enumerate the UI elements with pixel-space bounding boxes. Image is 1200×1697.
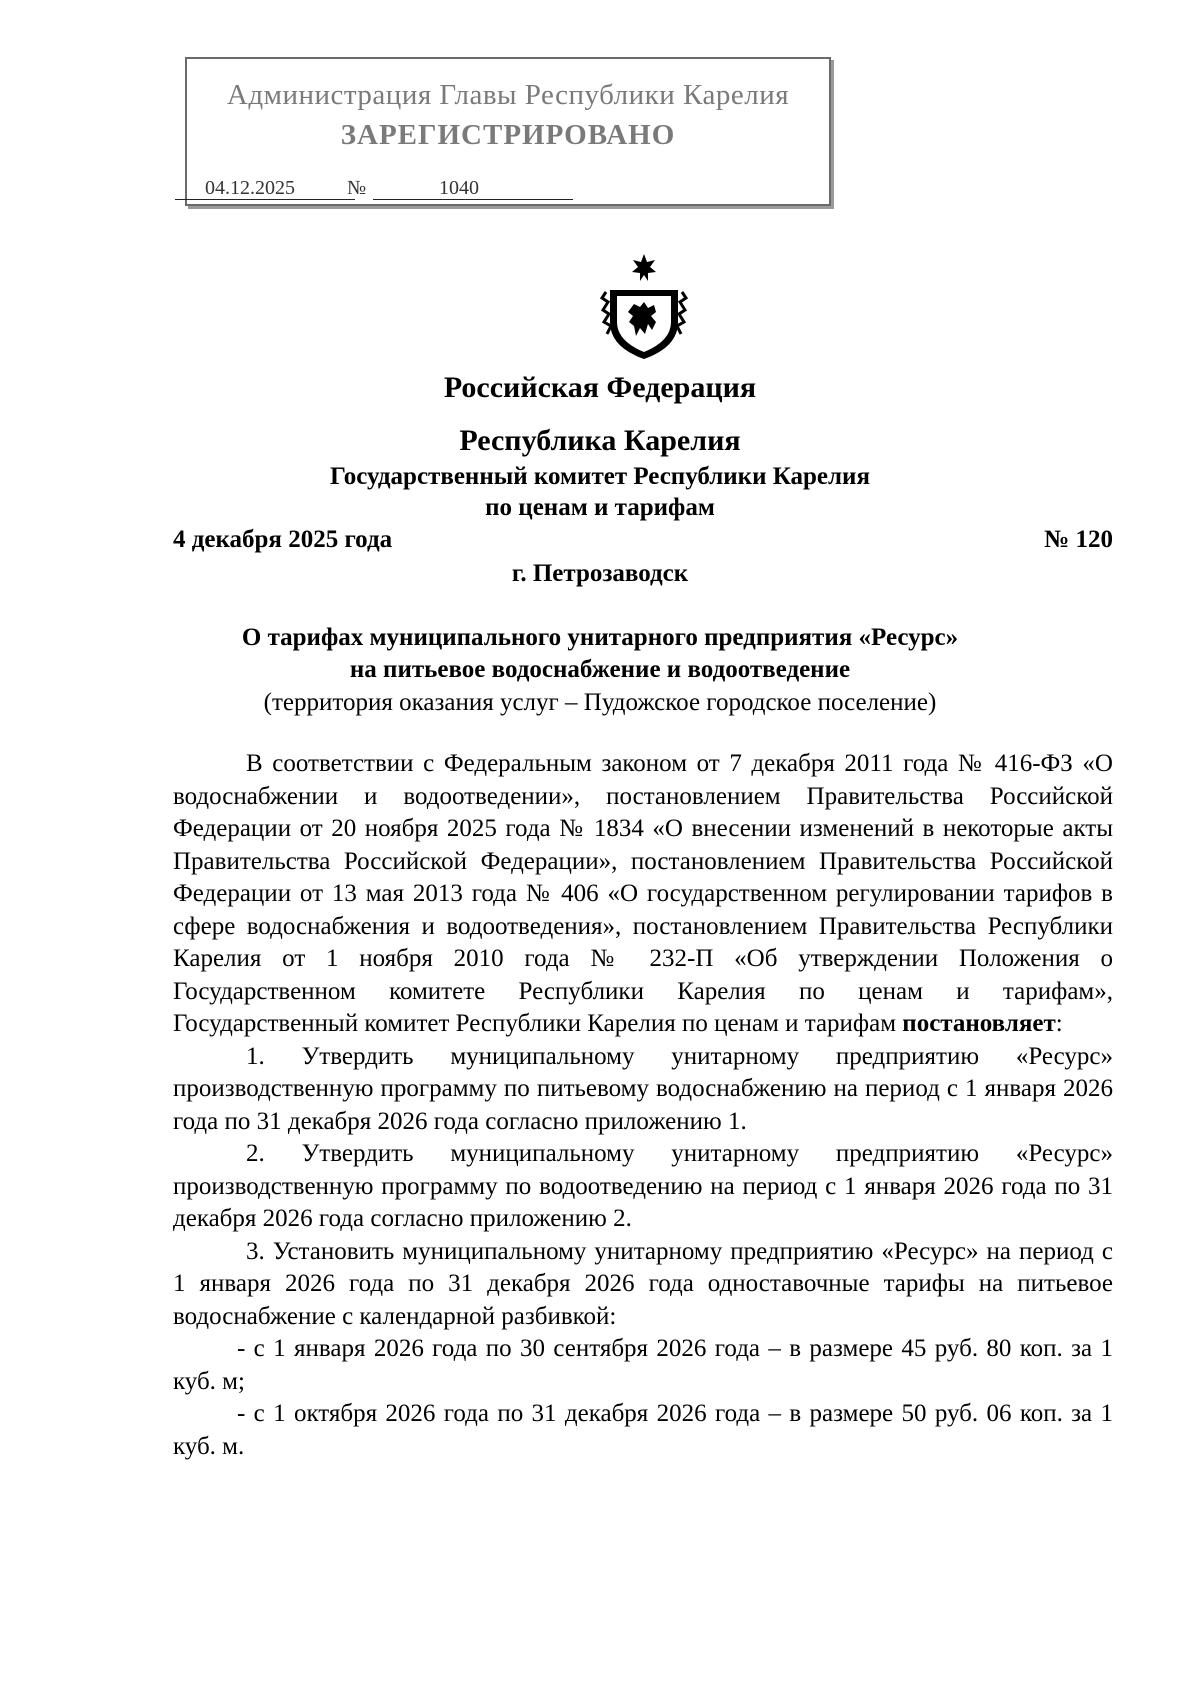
karelia-coat-of-arms-icon — [598, 252, 690, 362]
item-3: 3. Установить муниципальному унитарному предприятию «Ресурс» на период с 1 января 2026 года по 31 декабря 2026 года одноставочные тарифы на питьевое водоснабжение с календарной разбивкой: — [173, 1237, 1113, 1330]
tariff-period-1: - с 1 января 2026 года по 30 сентября 2026 года – в размере 45 руб. 80 коп. за 1 куб. м; — [173, 1335, 1113, 1395]
document-title-line1: О тарифах муниципального унитарного предприятия «Ресурс» — [241, 624, 959, 651]
committee-heading-line1: Государственный комитет Республики Карелия — [330, 463, 870, 490]
decree-word: постановляет — [902, 1010, 1056, 1037]
committee-heading-line2: по ценам и тарифам — [485, 494, 715, 521]
document-date: 4 декабря 2025 года — [173, 526, 393, 553]
tariff-period-2: - с 1 октября 2026 года по 31 декабря 2026 года – в размере 50 руб. 06 коп. за 1 куб. м. — [173, 1400, 1113, 1460]
document-title-line2: на питьевое водоснабжение и водоотведение — [349, 656, 851, 683]
republic-heading: Республика Карелия — [459, 424, 741, 457]
stamp-registration-line — [175, 171, 795, 199]
document-title-line3: (территория оказания услуг – Пудожское городское поселение) — [263, 689, 937, 716]
item-2: 2. Утвердить муниципальному унитарному предприятию «Ресурс» производственную программу по водоотведению на период с 1 января 2026 года по 31 декабря 2026 года согласно приложению 2. — [173, 1140, 1113, 1232]
stamp-number: 1040 — [439, 177, 479, 199]
item-1: 1. Утвердить муниципальному унитарному предприятию «Ресурс» производственную программу по питьевому водоснабжению на период с 1 января 2026 года по 31 декабря 2026 года согласно приложению 1. — [173, 1042, 1113, 1135]
date-number-line — [173, 526, 1113, 554]
stamp-title: Администрация Главы Республики Карелия — [226, 79, 790, 111]
document-body — [173, 748, 1113, 1463]
country-heading: Российская Федерация — [443, 371, 757, 404]
preamble-paragraph — [173, 748, 1113, 1041]
decree-colon: : — [1055, 1010, 1063, 1037]
stamp-registered-label: ЗАРЕГИСТРИРОВАНО — [340, 119, 676, 151]
document-number: № 120 — [1044, 526, 1113, 553]
stamp-date: 04.12.2025 — [205, 177, 295, 199]
registration-stamp — [185, 57, 831, 206]
preamble-text: В соответствии с Федеральным законом от 7 декабря 2011 года № 416-ФЗ «О водоснабжении и водоотведении», постановлением Правительства Российской Федерации от 20 ноября 2025 года № 1834 «О внесении изменений в некоторые акты Правительства Российской Федерации», постановлением Правительства Российской Федерации от 13 мая 2013 года № 406 «О государственном регулировании тарифов в сфере водоснабжения и водоотведения», постановлением Правительства Республики Карелия от 1 ноября 2010 года № 232-П «Об утверждении Положения о Государственном комитете Республики Карелия по ценам и тарифам», Государственный комитет Республики Карелия по ценам и тарифам — [173, 750, 1113, 1037]
stamp-number-sign: № — [347, 177, 367, 199]
city-heading: г. Петрозаводск — [511, 560, 689, 587]
